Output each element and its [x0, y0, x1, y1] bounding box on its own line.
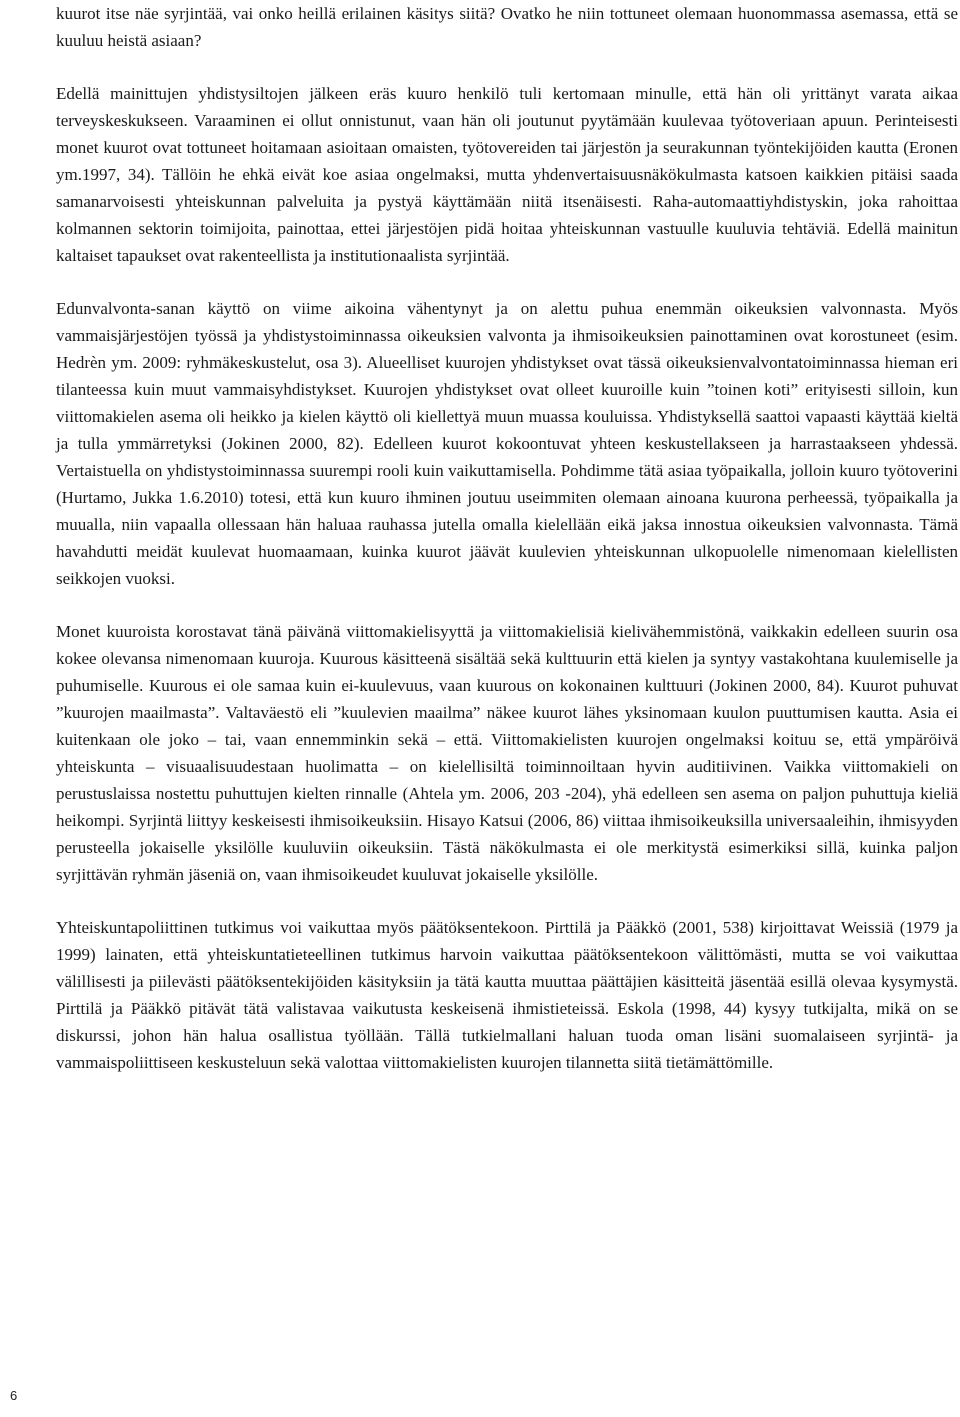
paragraph-5: Yhteiskuntapoliittinen tutkimus voi vaikuttaa myös päätöksentekoon. Pirttilä ja Pääkkö (2001, 538) kirjoittavat Weissiä (1979 ja 1999) lainaten, että yhteiskuntatieteellinen tutkimus harvoin vaikuttaa päätöksentekoon välittömästi, mutta se voi vaikuttaa välillisesti ja piilevästi päätöksentekijöiden käsityksiin ja tätä kautta muuttaa päättäjien käsitteitä jäsentää esillä olevaa kysymystä. Pirttilä ja Pääkkö pitävät tätä valistavaa vaikutusta keskeisenä ihmistieteissä. Eskola (1998, 44) kysyy tutkijalta, mikä on se diskurssi, johon hän halua osallistua työllään. Tällä tutkielmallani haluan tuoda oman lisäni suomalaiseen syrjintä- ja vammaispoliittiseen keskusteluun sekä valottaa viittomakielisten kuurojen tilannetta siitä tietämättömille.: [56, 918, 958, 1072]
document-body: [56, 0, 958, 1076]
paragraph-4: Monet kuuroista korostavat tänä päivänä viittomakielisyyttä ja viittomakielisiä kielivähemmistönä, vaikkakin edelleen suurin osa kokee olevansa nimenomaan kuuroja. Kuurous käsitteenä sisältää sekä kulttuurin että kielen ja syntyy vastakohtana kuulemiselle ja puhumiselle. Kuurous ei ole samaa kuin ei-kuulevuus, vaan kuurous on kokonainen kulttuuri (Jokinen 2000, 84). Kuurot puhuvat ”kuurojen maailmasta”. Valtaväestö eli ”kuulevien maailma” näkee kuurot lähes yksinomaan kuulon puuttumisen kautta. Asia ei kuitenkaan ole joko – tai, vaan ennemminkin sekä – että. Viittomakielisten kuurojen ongelmaksi koituu se, että ympäröivä yhteiskunta – visuaalisuudestaan huolimatta – on kielellisiltä toiminnoiltaan hyvin auditiivinen. Vaikka viittomakieli on perustuslaissa nostettu puhuttujen kielten rinnalle (Ahtela ym. 2006, 203 -204), yhä edelleen sen asema on paljon puhuttuja kieliä heikompi. Syrjintä liittyy keskeisesti ihmisoikeuksiin. Hisayo Katsui (2006, 86) viittaa ihmisoikeuksilla universaaleihin, ihmisyyden perusteella jokaiselle yksilölle kuuluviin oikeuksiin. Tästä näkökulmasta ei ole merkitystä esimerkiksi sillä, kuinka paljon syrjittävän ryhmän jäseniä on, vaan ihmisoikeudet kuuluvat jokaiselle yksilölle.: [56, 622, 958, 884]
paragraph-2: Edellä mainittujen yhdistysiltojen jälkeen eräs kuuro henkilö tuli kertomaan minulle, että hän oli yrittänyt varata aikaa terveyskeskukseen. Varaaminen ei ollut onnistunut, vaan hän oli joutunut pyytämään kuulevaa työtoveriaan apuun. Perinteisesti monet kuurot ovat tottuneet hoitamaan asioitaan omaisten, työtovereiden tai järjestön ja seurakunnan työntekijöiden kautta (Eronen ym.1997, 34). Tällöin he ehkä eivät koe asiaa ongelmaksi, mutta yhdenvertaisuusnäkökulmasta katsoen kaikkien pitäisi saada samanarvoisesti yhteiskunnan palveluita ja pystyä käyttämään niitä itsenäisesti. Raha-automaattiyhdistyskin, joka rahoittaa kolmannen sektorin toimijoita, painottaa, ettei järjestöjen pidä hoitaa yhteiskunnan vastuulle kuuluvia tehtäviä. Edellä mainitun kaltaiset tapaukset ovat rakenteellista ja institutionaalista syrjintää.: [56, 84, 958, 265]
paragraph-1: kuurot itse näe syrjintää, vai onko heillä erilainen käsitys siitä? Ovatko he niin tottuneet olemaan huonommassa asemassa, että se kuuluu heistä asiaan?: [56, 4, 958, 50]
paragraph-3: Edunvalvonta-sanan käyttö on viime aikoina vähentynyt ja on alettu puhua enemmän oikeuksien valvonnasta. Myös vammaisjärjestöjen työssä ja yhdistystoiminnassa oikeuksien valvonta ja ihmisoikeuksien painottaminen ovat korostuneet (esim. Hedrèn ym. 2009: ryhmäkeskustelut, osa 3). Alueelliset kuurojen yhdistykset ovat tässä oikeuksienvalvontatoiminnassa hieman eri tilanteessa kuin muut vammaisyhdistykset. Kuurojen yhdistykset ovat olleet kuuroille kuin ”toinen koti” erityisesti silloin, kun viittomakielen asema oli heikko ja kielen käyttö oli kiellettyä muun muassa kouluissa. Yhdistyksellä saattoi vapaasti käyttää kieltä ja tulla ymmärretyksi (Jokinen 2000, 82). Edelleen kuurot kokoontuvat yhteen keskustellakseen ja harrastaakseen yhdessä. Vertaistuella on yhdistystoiminnassa suurempi rooli kuin vaikuttamisella. Pohdimme tätä asiaa työpaikalla, jolloin kuuro työtoverini (Hurtamo, Jukka 1.6.2010) totesi, että kun kuuro ihminen joutuu useimmiten olemaan ainoana kuurona perheessä, työpaikalla ja muualla, niin vapaalla ollessaan hän haluaa rauhassa jutella omalla kielellään eikä jaksa innostua oikeuksien valvonnasta. Tämä havahdutti meidät kuulevat huomaamaan, kuinka kuurot jäävät kuulevien yhteiskunnan ulkopuolelle nimenomaan kielellisten seikkojen vuoksi.: [56, 299, 958, 588]
page-number: 6: [10, 1388, 18, 1403]
